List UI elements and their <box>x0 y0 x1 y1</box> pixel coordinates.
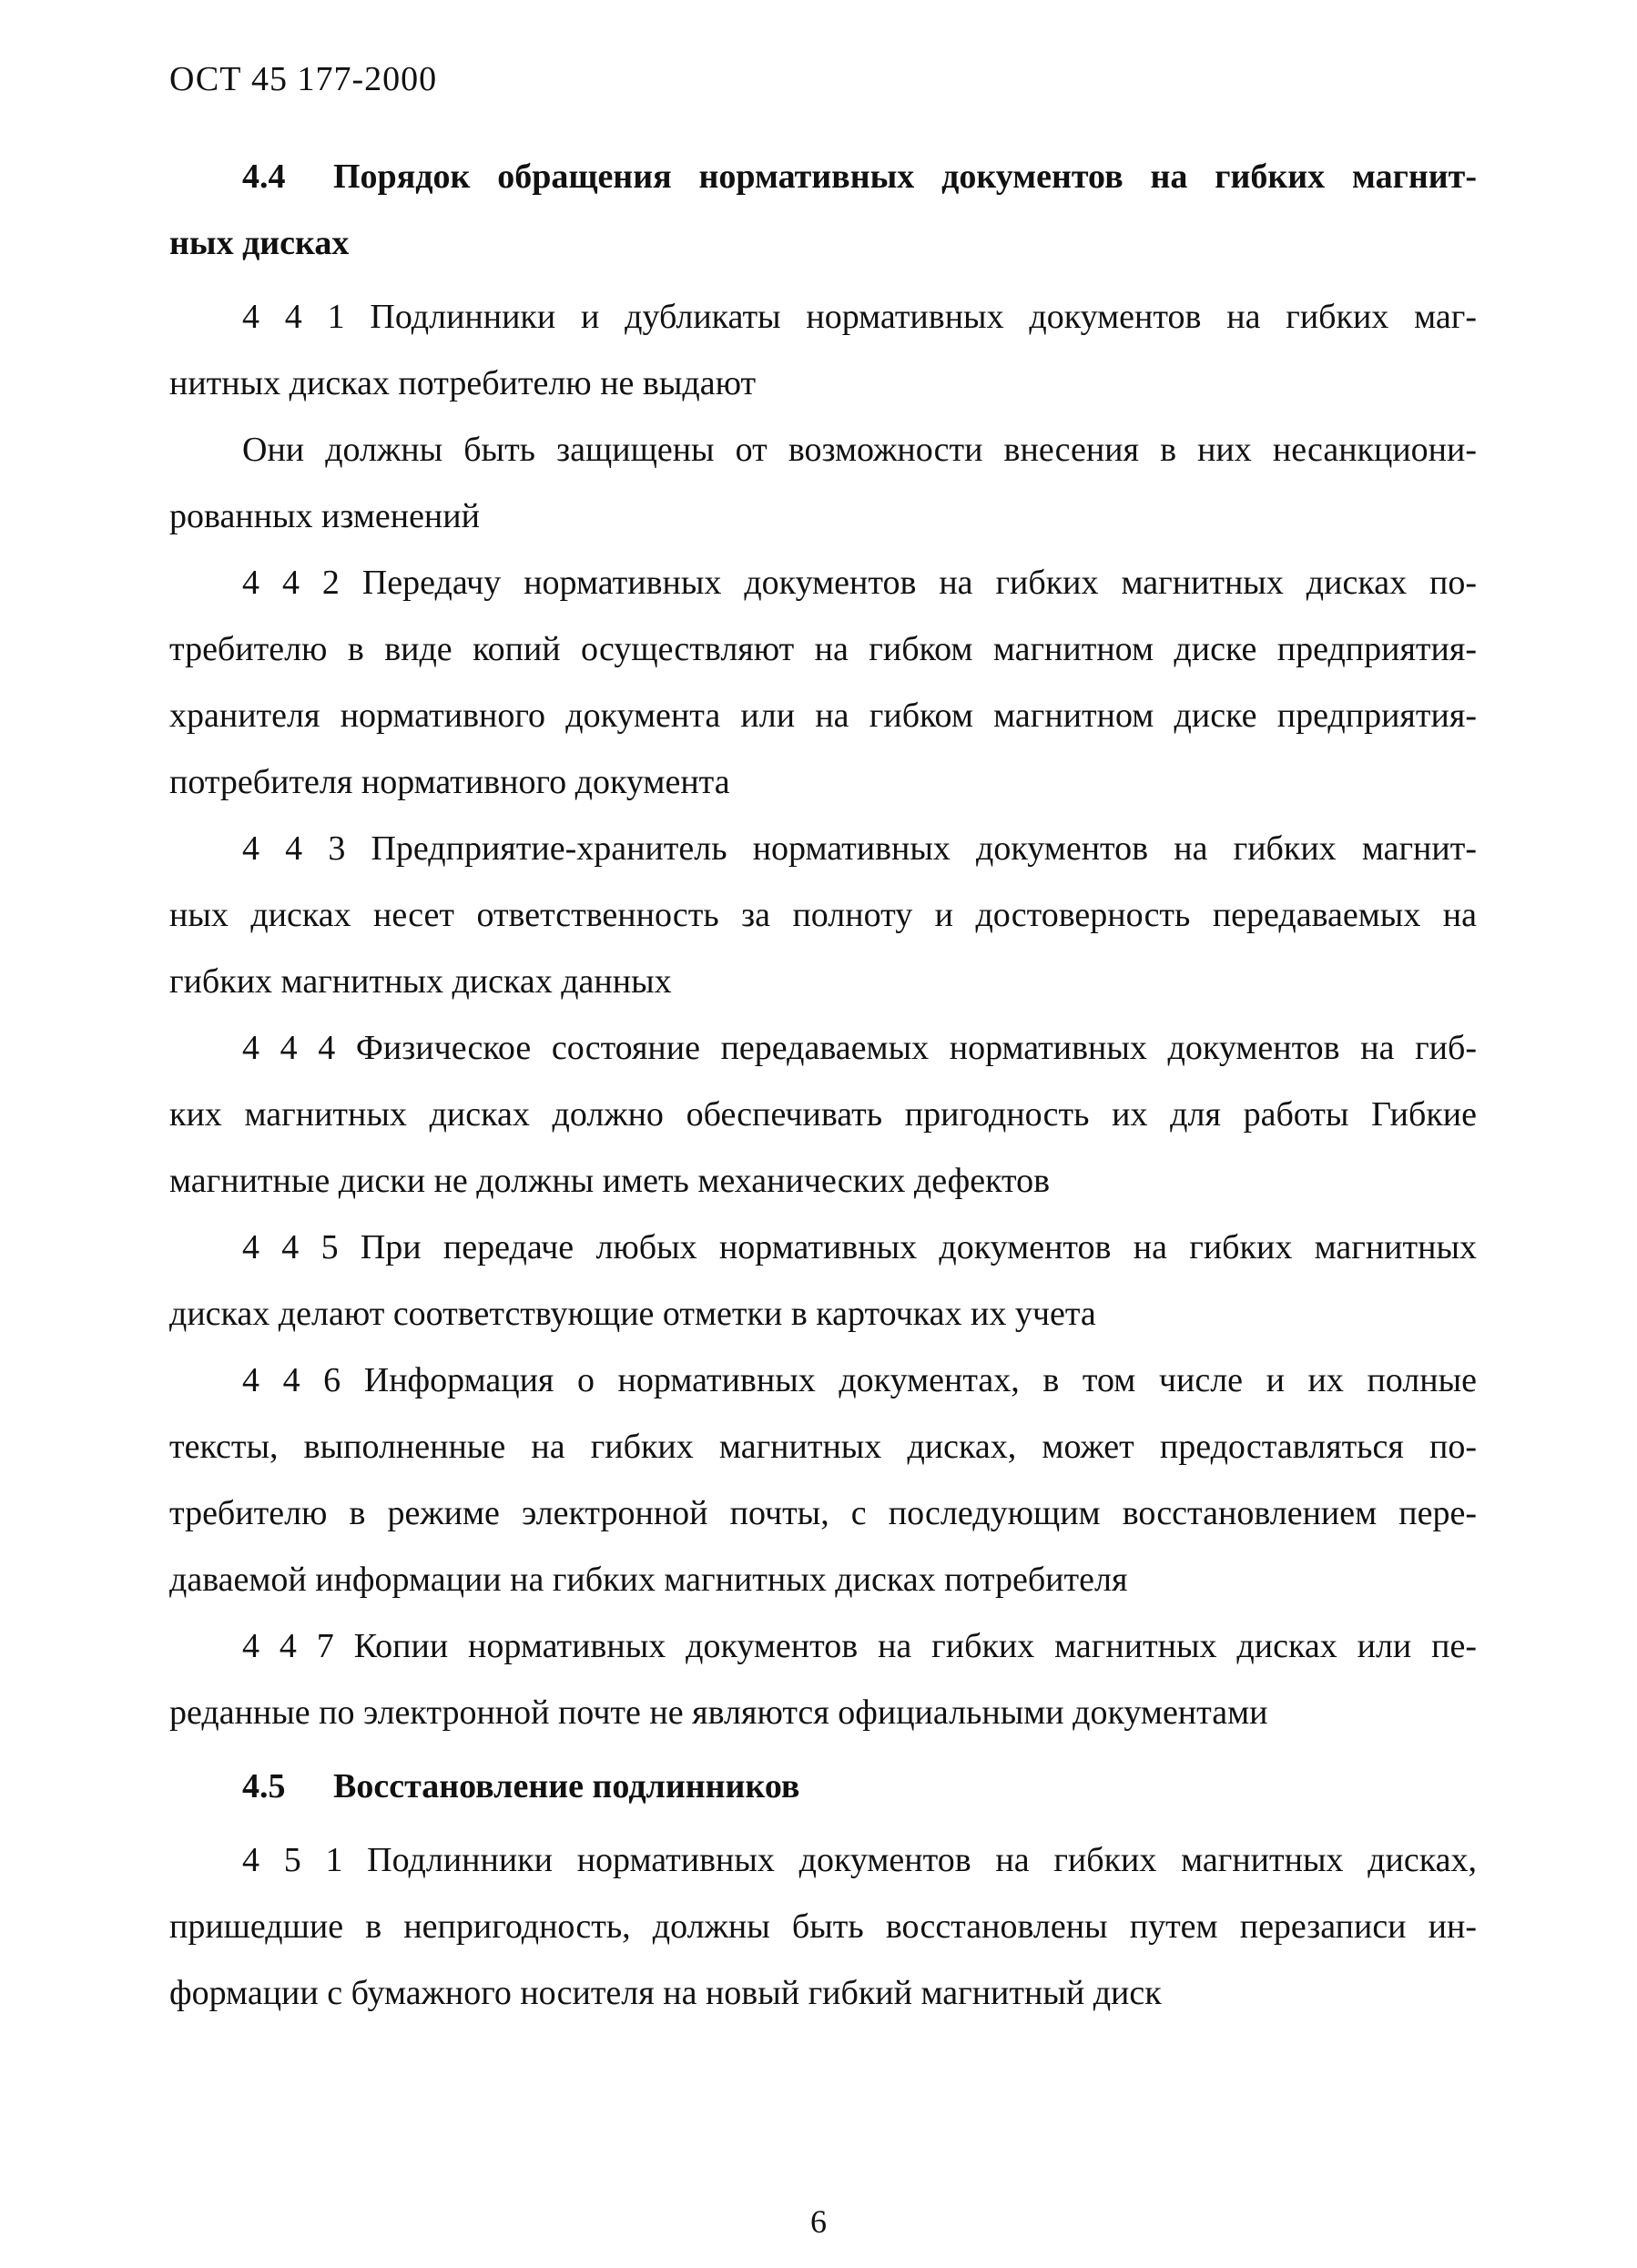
page-number: 6 <box>810 2203 827 2240</box>
para-4-4-6-line3: требителю в режиме электронной почты, с последующим восстановлением пере- <box>169 1494 1477 1532</box>
para-4-4-3-line2: ных дисках несет ответственность за полноту и достоверность передаваемых на <box>169 896 1477 934</box>
para-4-4-2-line1: 4 4 2 Передачу нормативных документов на гибких магнитных дисках по- <box>242 564 1477 602</box>
section-4-4-number: 4.4 <box>242 158 286 196</box>
section-4-5-number: 4.5 <box>242 1767 286 1805</box>
para-4-4-6-line1: 4 4 6 Информация о нормативных документах, в том числе и их полные <box>242 1361 1477 1399</box>
para-4-4-3-line1: 4 4 3 Предприятие-хранитель нормативных документов на гибких магнит- <box>242 829 1477 868</box>
para-4-4-4-line2: ких магнитных дисках должно обеспечивать пригодность их для работы Гибкие <box>169 1095 1477 1134</box>
para-4-4-2-line3: хранителя нормативного документа или на гибком магнитном диске предприятия- <box>169 697 1477 735</box>
para-4-4-2-line4: потребителя нормативного документа <box>169 763 730 801</box>
para-4-5-1-line2: пришедшие в непригодность, должны быть восстановлены путем перезаписи ин- <box>169 1907 1477 1946</box>
para-4-4-6-line4: даваемой информации на гибких магнитных дисках потребителя <box>169 1561 1128 1599</box>
para-4-4-3-line3: гибких магнитных дисках данных <box>169 962 672 1001</box>
para-4-5-1-line1: 4 5 1 Подлинники нормативных документов на гибких магнитных дисках, <box>242 1841 1477 1879</box>
para-4-4-1b-line1: Они должны быть защищены от возможности внесения в них несанкциони- <box>242 431 1477 469</box>
para-4-4-5-line1: 4 4 5 При передаче любых нормативных документов на гибких магнитных <box>242 1228 1477 1266</box>
para-4-4-2-line2: требителю в виде копий осуществляют на гибком магнитном диске предприятия- <box>169 630 1477 668</box>
para-4-4-7-line2: реданные по электронной почте не являются официальными документами <box>169 1693 1268 1732</box>
section-4-5-heading <box>169 1754 1477 1820</box>
section-4-4-title-line2: ных дисках <box>169 224 350 262</box>
para-4-5-1-line3: формации с бумажного носителя на новый гибкий магнитный диск <box>169 1974 1162 2012</box>
document-code-header: ОСТ 45 177-2000 <box>169 60 438 98</box>
para-4-4-4-line1: 4 4 4 Физическое состояние передаваемых нормативных документов на гиб- <box>242 1029 1477 1067</box>
section-4-4-title-line1: Порядок обращения нормативных документов на гибких магнит- <box>333 158 1477 196</box>
para-4-4-4-line3: магнитные диски не должны иметь механических дефектов <box>169 1162 1051 1200</box>
para-4-4-1b-line2: рованных изменений <box>169 497 480 535</box>
para-4-4-1-line2: нитных дисках потребителю не выдают <box>169 364 757 402</box>
para-4-4-5-line2: дисках делают соответствующие отметки в карточках их учета <box>169 1295 1096 1333</box>
para-4-4-6-line2: тексты, выполненные на гибких магнитных дисках, может предоставляться по- <box>169 1428 1477 1466</box>
para-4-4-7-line1: 4 4 7 Копии нормативных документов на гибких магнитных дисках или пе- <box>242 1627 1477 1665</box>
section-4-4-heading <box>169 144 1477 210</box>
para-4-4-1-line1: 4 4 1 Подлинники и дубликаты нормативных документов на гибких маг- <box>242 298 1477 336</box>
section-4-5-title: Восстановление подлинников <box>333 1767 800 1805</box>
document-body <box>169 144 1477 2027</box>
